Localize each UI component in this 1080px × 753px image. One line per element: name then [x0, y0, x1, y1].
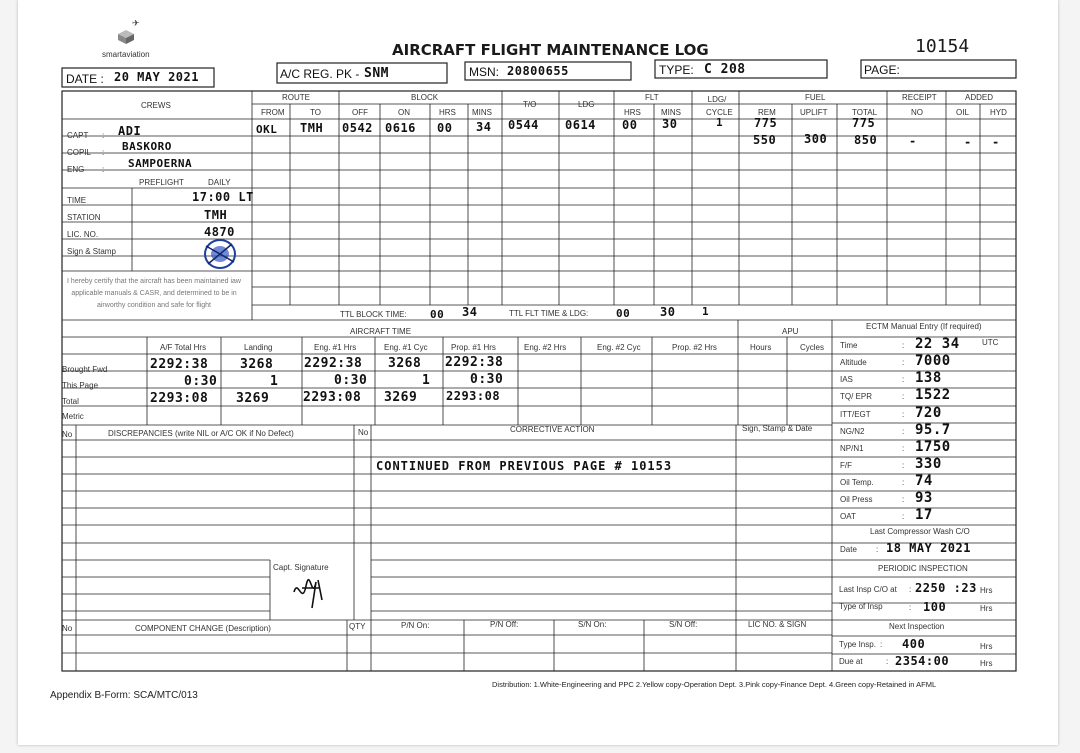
type-insp-unit: Hrs: [980, 604, 993, 613]
sign-stamp-date-header: Sign, Stamp & Date: [742, 424, 813, 433]
due-at-label: Due at: [839, 657, 863, 666]
ldg-header: LDG: [578, 100, 595, 109]
sn-on-header: S/N On:: [578, 620, 607, 629]
daily-lic[interactable]: 4870: [204, 225, 235, 239]
fuel-uplift-2[interactable]: 300: [804, 132, 828, 146]
type-insp-colon: :: [909, 603, 912, 612]
due-at-value[interactable]: 2354:00: [895, 654, 950, 668]
flt-mins-header: MINS: [661, 108, 681, 117]
daily-header: DAILY: [208, 178, 231, 187]
sign-stamp-label: Sign & Stamp: [67, 247, 116, 256]
brought-fwd-af[interactable]: 2292:38: [150, 357, 209, 372]
form-grid: [18, 0, 1058, 745]
company-logo: [98, 20, 168, 50]
wash-date-label: Date: [840, 545, 857, 554]
fuel-total-2[interactable]: 850: [854, 133, 878, 147]
total-af[interactable]: 2293:08: [150, 391, 209, 406]
block-header: BLOCK: [411, 93, 439, 102]
apu-cycles: Cycles: [800, 343, 825, 352]
ectm-label: Oil Temp.: [840, 478, 874, 487]
next-type-colon: :: [880, 640, 883, 649]
ldg-cycle[interactable]: 1: [716, 116, 724, 129]
ectm-colon: :: [902, 341, 905, 350]
route-to[interactable]: TMH: [300, 121, 324, 135]
ttl-block-hrs[interactable]: 00: [430, 308, 445, 321]
capt-signature: [288, 572, 328, 612]
next-type-value[interactable]: 400: [902, 637, 926, 651]
daily-time[interactable]: 17:00 LT: [192, 190, 254, 204]
last-insp-unit: Hrs: [980, 586, 993, 595]
total-eng1-cyc[interactable]: 3269: [384, 390, 418, 405]
route-header: ROUTE: [282, 93, 310, 102]
flt-hrs[interactable]: 00: [622, 118, 638, 132]
ectm-colon: :: [902, 427, 905, 436]
form-serial: 10154: [915, 36, 970, 57]
ttl-flt-label: TTL FLT TIME & LDG:: [509, 309, 589, 318]
brought-fwd-eng1-hrs[interactable]: 2292:38: [304, 356, 363, 371]
ectm-value[interactable]: 330: [915, 456, 942, 472]
copil-value[interactable]: BASKORO: [122, 140, 172, 153]
ectm-value[interactable]: 22 34: [915, 336, 960, 352]
ectm-value[interactable]: 720: [915, 405, 942, 421]
this-page-af[interactable]: 0:30: [184, 374, 218, 389]
brought-fwd-landing[interactable]: 3268: [240, 357, 274, 372]
on-header: ON: [398, 108, 410, 117]
msn-value[interactable]: 20800655: [507, 64, 569, 78]
distribution-note: Distribution: 1.White-Engineering and PPC 2.Yellow copy-Operation Dept. 3.Pink copy-Finance Dept. 4.Green copy-Retained in AFML: [492, 680, 937, 689]
col-prop2-hrs: Prop. #2 Hrs: [672, 343, 717, 352]
total-header: TOTAL: [852, 108, 878, 117]
periodic-title: PERIODIC INSPECTION: [878, 564, 968, 573]
from-header: FROM: [261, 108, 285, 117]
hyd-header: HYD: [990, 108, 1007, 117]
landing-time[interactable]: 0614: [565, 118, 596, 132]
last-insp-label: Last Insp C/O at: [839, 585, 897, 594]
total-eng1-hrs[interactable]: 2293:08: [303, 390, 362, 405]
due-at-colon: :: [886, 657, 889, 666]
off-header: OFF: [352, 108, 368, 117]
due-at-unit: Hrs: [980, 659, 993, 668]
pn-off-header: P/N Off:: [490, 620, 519, 629]
last-insp-colon: :: [909, 585, 912, 594]
station-label: STATION: [67, 213, 101, 222]
pn-on-header: P/N On:: [401, 621, 430, 630]
corrective-action-text[interactable]: CONTINUED FROM PREVIOUS PAGE # 10153: [376, 459, 673, 473]
daily-station[interactable]: TMH: [204, 208, 228, 222]
date-value[interactable]: 20 MAY 2021: [114, 70, 199, 84]
aircraft-time-title: AIRCRAFT TIME: [350, 327, 412, 336]
copil-colon: :: [102, 148, 105, 157]
hrs-header: HRS: [439, 108, 456, 117]
metric-label: Metric: [62, 412, 84, 421]
this-page-landing[interactable]: 1: [270, 374, 279, 389]
ttl-block-label: TTL BLOCK TIME:: [340, 310, 407, 319]
flt-header: FLT: [645, 93, 659, 102]
brought-fwd-prop1[interactable]: 2292:38: [445, 355, 504, 370]
wash-colon: :: [876, 545, 879, 554]
time-label: TIME: [67, 196, 87, 205]
fuel-rem-1[interactable]: 775: [754, 116, 778, 130]
ectm-colon: :: [902, 461, 905, 470]
ectm-label: Oil Press: [840, 495, 873, 504]
col-eng1-cyc: Eng. #1 Cyc: [384, 343, 428, 352]
ectm-value[interactable]: 1750: [915, 439, 951, 455]
lic-sign-header: LIC NO. & SIGN: [748, 620, 807, 629]
reg-label: A/C REG. PK -: [280, 67, 360, 81]
ttl-flt-hrs[interactable]: 00: [616, 307, 631, 320]
type-value[interactable]: C 208: [704, 62, 746, 77]
type-label: TYPE:: [659, 63, 694, 77]
fuel-header: FUEL: [805, 93, 826, 102]
ectm-colon: :: [902, 495, 905, 504]
ectm-label: NG/N2: [840, 427, 865, 436]
uplift-header: UPLIFT: [800, 108, 828, 117]
col-eng2-cyc: Eng. #2 Cyc: [597, 343, 641, 352]
ectm-label: NP/N1: [840, 444, 864, 453]
capt-label: CAPT: [67, 131, 89, 140]
flt-mins[interactable]: 30: [662, 117, 678, 131]
fuel-total-1[interactable]: 775: [852, 116, 876, 130]
discrepancies-header: DISCREPANCIES (write NIL or A/C OK if No Defect): [108, 429, 294, 438]
col-landing: Landing: [244, 343, 273, 352]
hyd-added[interactable]: -: [992, 135, 1000, 149]
comp-no-header: No: [62, 624, 73, 633]
ectm-label: IAS: [840, 375, 853, 384]
ectm-label: Time: [840, 341, 858, 350]
eng-value[interactable]: SAMPOERNA: [128, 157, 193, 170]
eng-label: ENG: [67, 165, 85, 174]
ectm-colon: :: [902, 512, 905, 521]
type-insp-label: Type of Insp: [839, 602, 883, 611]
fuel-rem-2[interactable]: 550: [753, 133, 777, 147]
ectm-label: F/F: [840, 461, 852, 470]
this-page-eng1-hrs[interactable]: 0:30: [334, 373, 368, 388]
capt-colon: :: [102, 131, 105, 140]
inspection-stamp: [198, 236, 242, 272]
ectm-value[interactable]: 74: [915, 473, 933, 489]
block-mins[interactable]: 34: [476, 120, 492, 134]
ectm-unit: UTC: [982, 338, 999, 347]
receipt-header: RECEIPT: [902, 93, 937, 102]
this-page-eng1-cyc[interactable]: 1: [422, 373, 431, 388]
ectm-label: ITT/EGT: [840, 410, 871, 419]
component-change-header: COMPONENT CHANGE (Description): [135, 624, 271, 633]
ectm-colon: :: [902, 410, 905, 419]
type-insp-value[interactable]: 100: [923, 600, 947, 614]
ectm-value[interactable]: 138: [915, 370, 942, 386]
col-prop1-hrs: Prop. #1 Hrs: [451, 343, 496, 352]
ectm-value[interactable]: 17: [915, 507, 933, 523]
ectm-colon: :: [902, 358, 905, 367]
oil-header: OIL: [956, 108, 969, 117]
qty-header: QTY: [349, 622, 366, 631]
capt-signature-label: Capt. Signature: [273, 563, 329, 572]
ectm-colon: :: [902, 375, 905, 384]
block-on[interactable]: 0616: [385, 121, 416, 135]
receipt-no[interactable]: -: [909, 134, 917, 148]
ectm-colon: :: [902, 478, 905, 487]
ectm-value[interactable]: 7000: [915, 353, 951, 369]
corr-no-header: No: [358, 428, 369, 437]
certification-text: I hereby certify that the aircraft has been maintained iaw applicable manuals & CASR, and determined to be in airworthy condition and safe for flight: [67, 278, 241, 309]
next-type-label: Type Insp.: [839, 640, 876, 649]
eng-colon: :: [102, 165, 105, 174]
takeoff-time[interactable]: 0544: [508, 118, 539, 132]
ectm-label: OAT: [840, 512, 856, 521]
ectm-value[interactable]: 95.7: [915, 422, 951, 438]
total-prop1[interactable]: 2293:08: [446, 389, 501, 403]
capt-value[interactable]: ADI: [118, 124, 142, 138]
flt-hrs-header: HRS: [624, 108, 641, 117]
brand-name: smartaviation: [102, 50, 150, 59]
preflight-header: PREFLIGHT: [139, 178, 184, 187]
brought-fwd-eng1-cyc[interactable]: 3268: [388, 356, 422, 371]
ectm-colon: :: [902, 392, 905, 401]
added-header: ADDED: [965, 93, 994, 102]
page-label: PAGE:: [864, 63, 900, 77]
apu-hours: Hours: [750, 343, 772, 352]
next-type-unit: Hrs: [980, 642, 993, 651]
corrective-header: CORRECTIVE ACTION: [510, 425, 595, 434]
copil-label: COPIL: [67, 148, 92, 157]
ttl-flt-mins[interactable]: 30: [660, 305, 676, 319]
col-eng2-hrs: Eng. #2 Hrs: [524, 343, 567, 352]
ectm-colon: :: [902, 444, 905, 453]
to-header: TO: [310, 108, 321, 117]
log-sheet: [18, 0, 1058, 745]
rem-header: REM: [758, 108, 776, 117]
appendix-label: Appendix B-Form: SCA/MTC/013: [50, 690, 198, 701]
ttl-flt-ldg[interactable]: 1: [702, 305, 710, 318]
brought-fwd-label: Brought Fwd: [62, 365, 108, 374]
date-label: DATE :: [66, 72, 104, 86]
sn-off-header: S/N Off:: [669, 620, 698, 629]
svg-text:✈: ✈: [132, 20, 140, 28]
total-label: Total: [62, 397, 79, 406]
disc-no-header: No: [62, 430, 73, 439]
block-hrs[interactable]: 00: [437, 121, 453, 135]
last-insp-value[interactable]: 2250 :23: [915, 581, 977, 595]
lic-label: LIC. NO.: [67, 230, 99, 239]
crews-header: CREWS: [141, 101, 171, 110]
receipt-no-header: NO: [911, 108, 923, 117]
wash-title: Last Compressor Wash C/O: [870, 527, 970, 536]
wash-date-value[interactable]: 18 MAY 2021: [886, 541, 971, 555]
ectm-value[interactable]: 1522: [915, 387, 951, 403]
ectm-title: ECTM Manual Entry (If required): [866, 322, 982, 331]
mins-header: MINS: [472, 108, 492, 117]
ectm-label: Altitude: [840, 358, 867, 367]
total-landing[interactable]: 3269: [236, 391, 270, 406]
route-from[interactable]: OKL: [256, 123, 278, 136]
next-insp-title: Next Inspection: [889, 622, 945, 631]
page-title: AIRCRAFT FLIGHT MAINTENANCE LOG: [392, 41, 709, 59]
oil-added[interactable]: -: [964, 135, 972, 149]
block-off[interactable]: 0542: [342, 121, 373, 135]
ectm-value[interactable]: 93: [915, 490, 933, 506]
col-eng1-hrs: Eng. #1 Hrs: [314, 343, 357, 352]
takeoff-header: T/O: [523, 100, 537, 109]
msn-label: MSN:: [469, 65, 499, 79]
this-page-label: This Page: [62, 381, 99, 390]
reg-value[interactable]: SNM: [364, 66, 389, 81]
ttl-block-mins[interactable]: 34: [462, 305, 478, 319]
col-af-total: A/F Total Hrs: [160, 343, 207, 352]
ectm-label: TQ/ EPR: [840, 392, 873, 401]
apu-title: APU: [782, 327, 799, 336]
ldg-cycle-header: LDG/ CYCLE: [706, 95, 733, 117]
this-page-prop1[interactable]: 0:30: [470, 372, 504, 387]
